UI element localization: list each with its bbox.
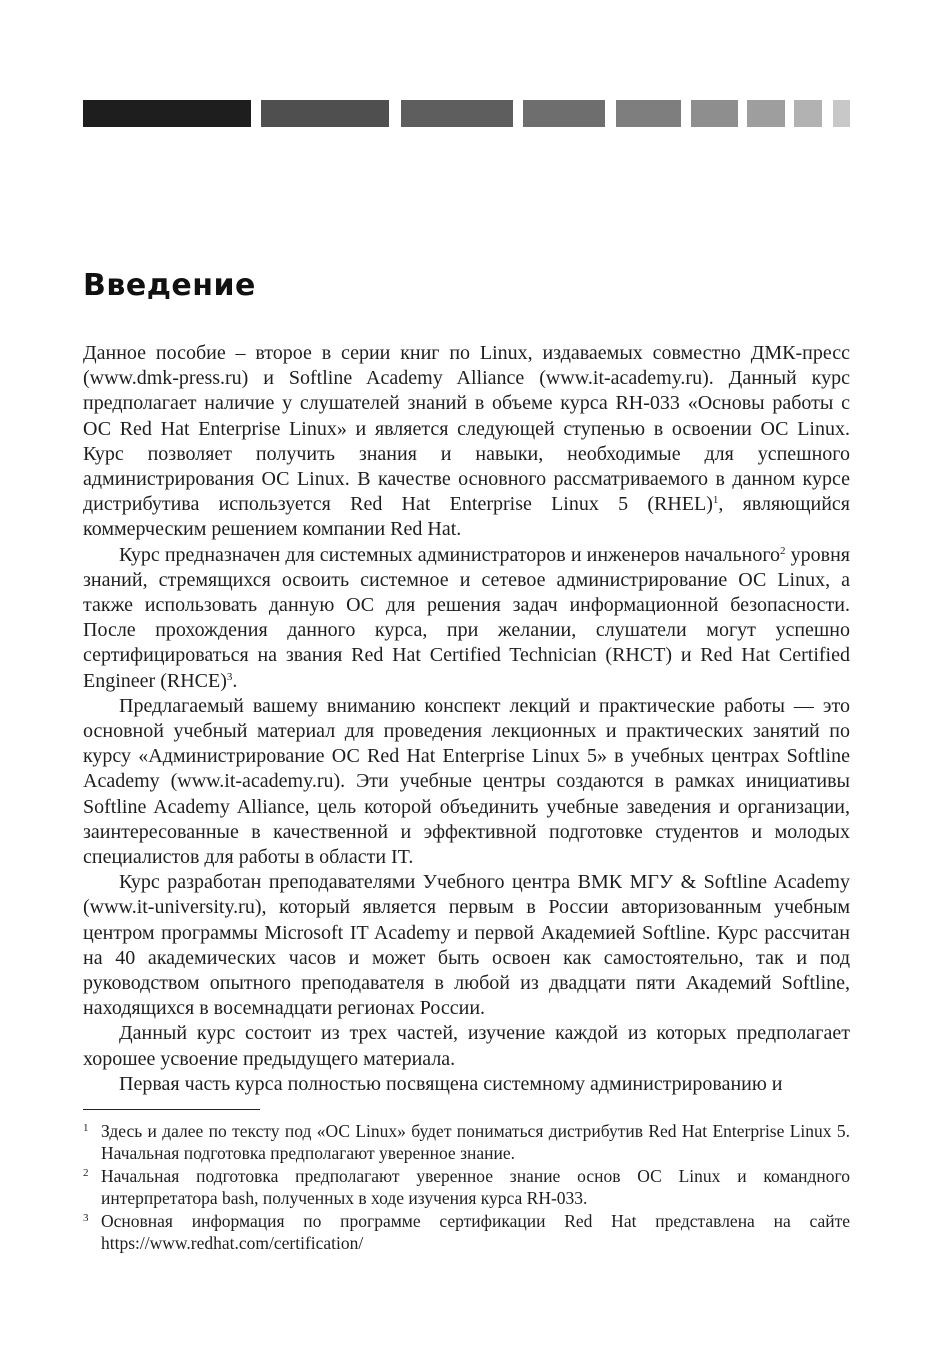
footnote-text: Основная информация по программе сертификации Red Hat представлена на сайте https://www.redhat.com/certification/ xyxy=(101,1211,850,1253)
footnotes xyxy=(83,1120,850,1255)
header-bar xyxy=(401,100,513,127)
header-bar xyxy=(794,100,822,127)
footnote-ref: 3 xyxy=(226,670,233,683)
header-bar xyxy=(523,100,605,127)
paragraph: Курс разработан преподавателями Учебного центра ВМК МГУ & Softline Academy (www.it-university.ru), который является первым в России авторизованным учебным центром программы Microsoft IT Academy и первой Академией Softline. Курс рассчитан на 40 академических часов и может быть освоен как самостоятельно, так и под руководством опытного преподавателя в любой из двадцати пяти Академий Softline, находящихся в восемнадцати регионах России. xyxy=(83,871,850,1020)
paragraph: Данный курс состоит из трех частей, изучение каждой из которых предполагает хорошее усвоение предыдущего материала. xyxy=(83,1022,850,1070)
chapter-title: Введение xyxy=(83,268,256,303)
paragraph: Предлагаемый вашему вниманию конспект лекций и практические работы — это основной учебный материал для проведения лекционных и практических занятий по курсу «Администрирование ОС Red Hat Enterprise Linux 5» в учебных центрах Softline Academy (www.it-academy.ru). Эти учебные центры создаются в рамках инициативы Softline Academy Alliance, цель которой объединить учебные заведения и организации, заинтересованные в качественной и эффективной подготовке студентов и молодых специалистов для работы в области IT. xyxy=(83,694,850,869)
footnote-number: 3 xyxy=(83,1212,89,1224)
footnote-text: Здесь и далее по тексту под «ОС Linux» будет пониматься дистрибутив Red Hat Enterprise Linux 5. Начальная подготовка предполагают уверенное знание. xyxy=(101,1121,850,1163)
paragraph: Первая часть курса полностью посвящена системному администрированию и xyxy=(119,1072,783,1095)
footnote-divider xyxy=(83,1109,260,1110)
paragraph: Данное пособие – второе в серии книг по Linux, издаваемых совместно ДМК-пресс (www.dmk-press.ru) и Softline Academy Alliance (www.it-academy.ru). Данный курс предполагает наличие у слушателей знаний в объеме курса RH-033 «Основы работы с ОС Red Hat Enterprise Linux» и является следующей ступенью в освоении ОС Linux. Курс позволяет получить знания и навыки, необходимые для успешного администрирования ОС Linux. В качестве основного рассматриваемого в данном курсе дистрибутива используется Red Hat Enterprise Linux 5 (RHEL)$^1$, являющийся коммерческим решением компании Red Hat. xyxy=(83,342,850,541)
footnote-number: 1 xyxy=(83,1122,89,1134)
body-text xyxy=(83,341,850,1097)
header-bar xyxy=(83,100,251,127)
header-bar xyxy=(616,100,681,127)
header-bar xyxy=(833,100,850,127)
header-bar xyxy=(691,100,738,127)
header-bar xyxy=(747,100,785,127)
footnote xyxy=(83,1165,850,1209)
header-bar xyxy=(261,100,389,127)
footnote-number: 2 xyxy=(83,1167,89,1179)
footnote xyxy=(83,1210,850,1254)
paragraph: Курс предназначен для системных администраторов и инженеров начального$^2$ уровня знаний, стремящихся освоить системное и сетевое администрирование ОС Linux, а также использовать данную ОС для решения задач информационной безопасности. После прохождения данного курса, при желании, слушатели могут успешно сертифицироваться на звания Red Hat Certified Technician (RHCT) и Red Hat Certified Engineer (RHCE)$^3$. xyxy=(83,543,850,692)
footnote-ref: 2 xyxy=(780,544,786,557)
footnote-ref: 1 xyxy=(712,494,719,507)
footnote-text: Начальная подготовка предполагают уверенное знание основ ОС Linux и командного интерпретатора bash, полученных в ходе изучения курса RH-033. xyxy=(101,1166,850,1208)
footnote xyxy=(83,1120,850,1164)
